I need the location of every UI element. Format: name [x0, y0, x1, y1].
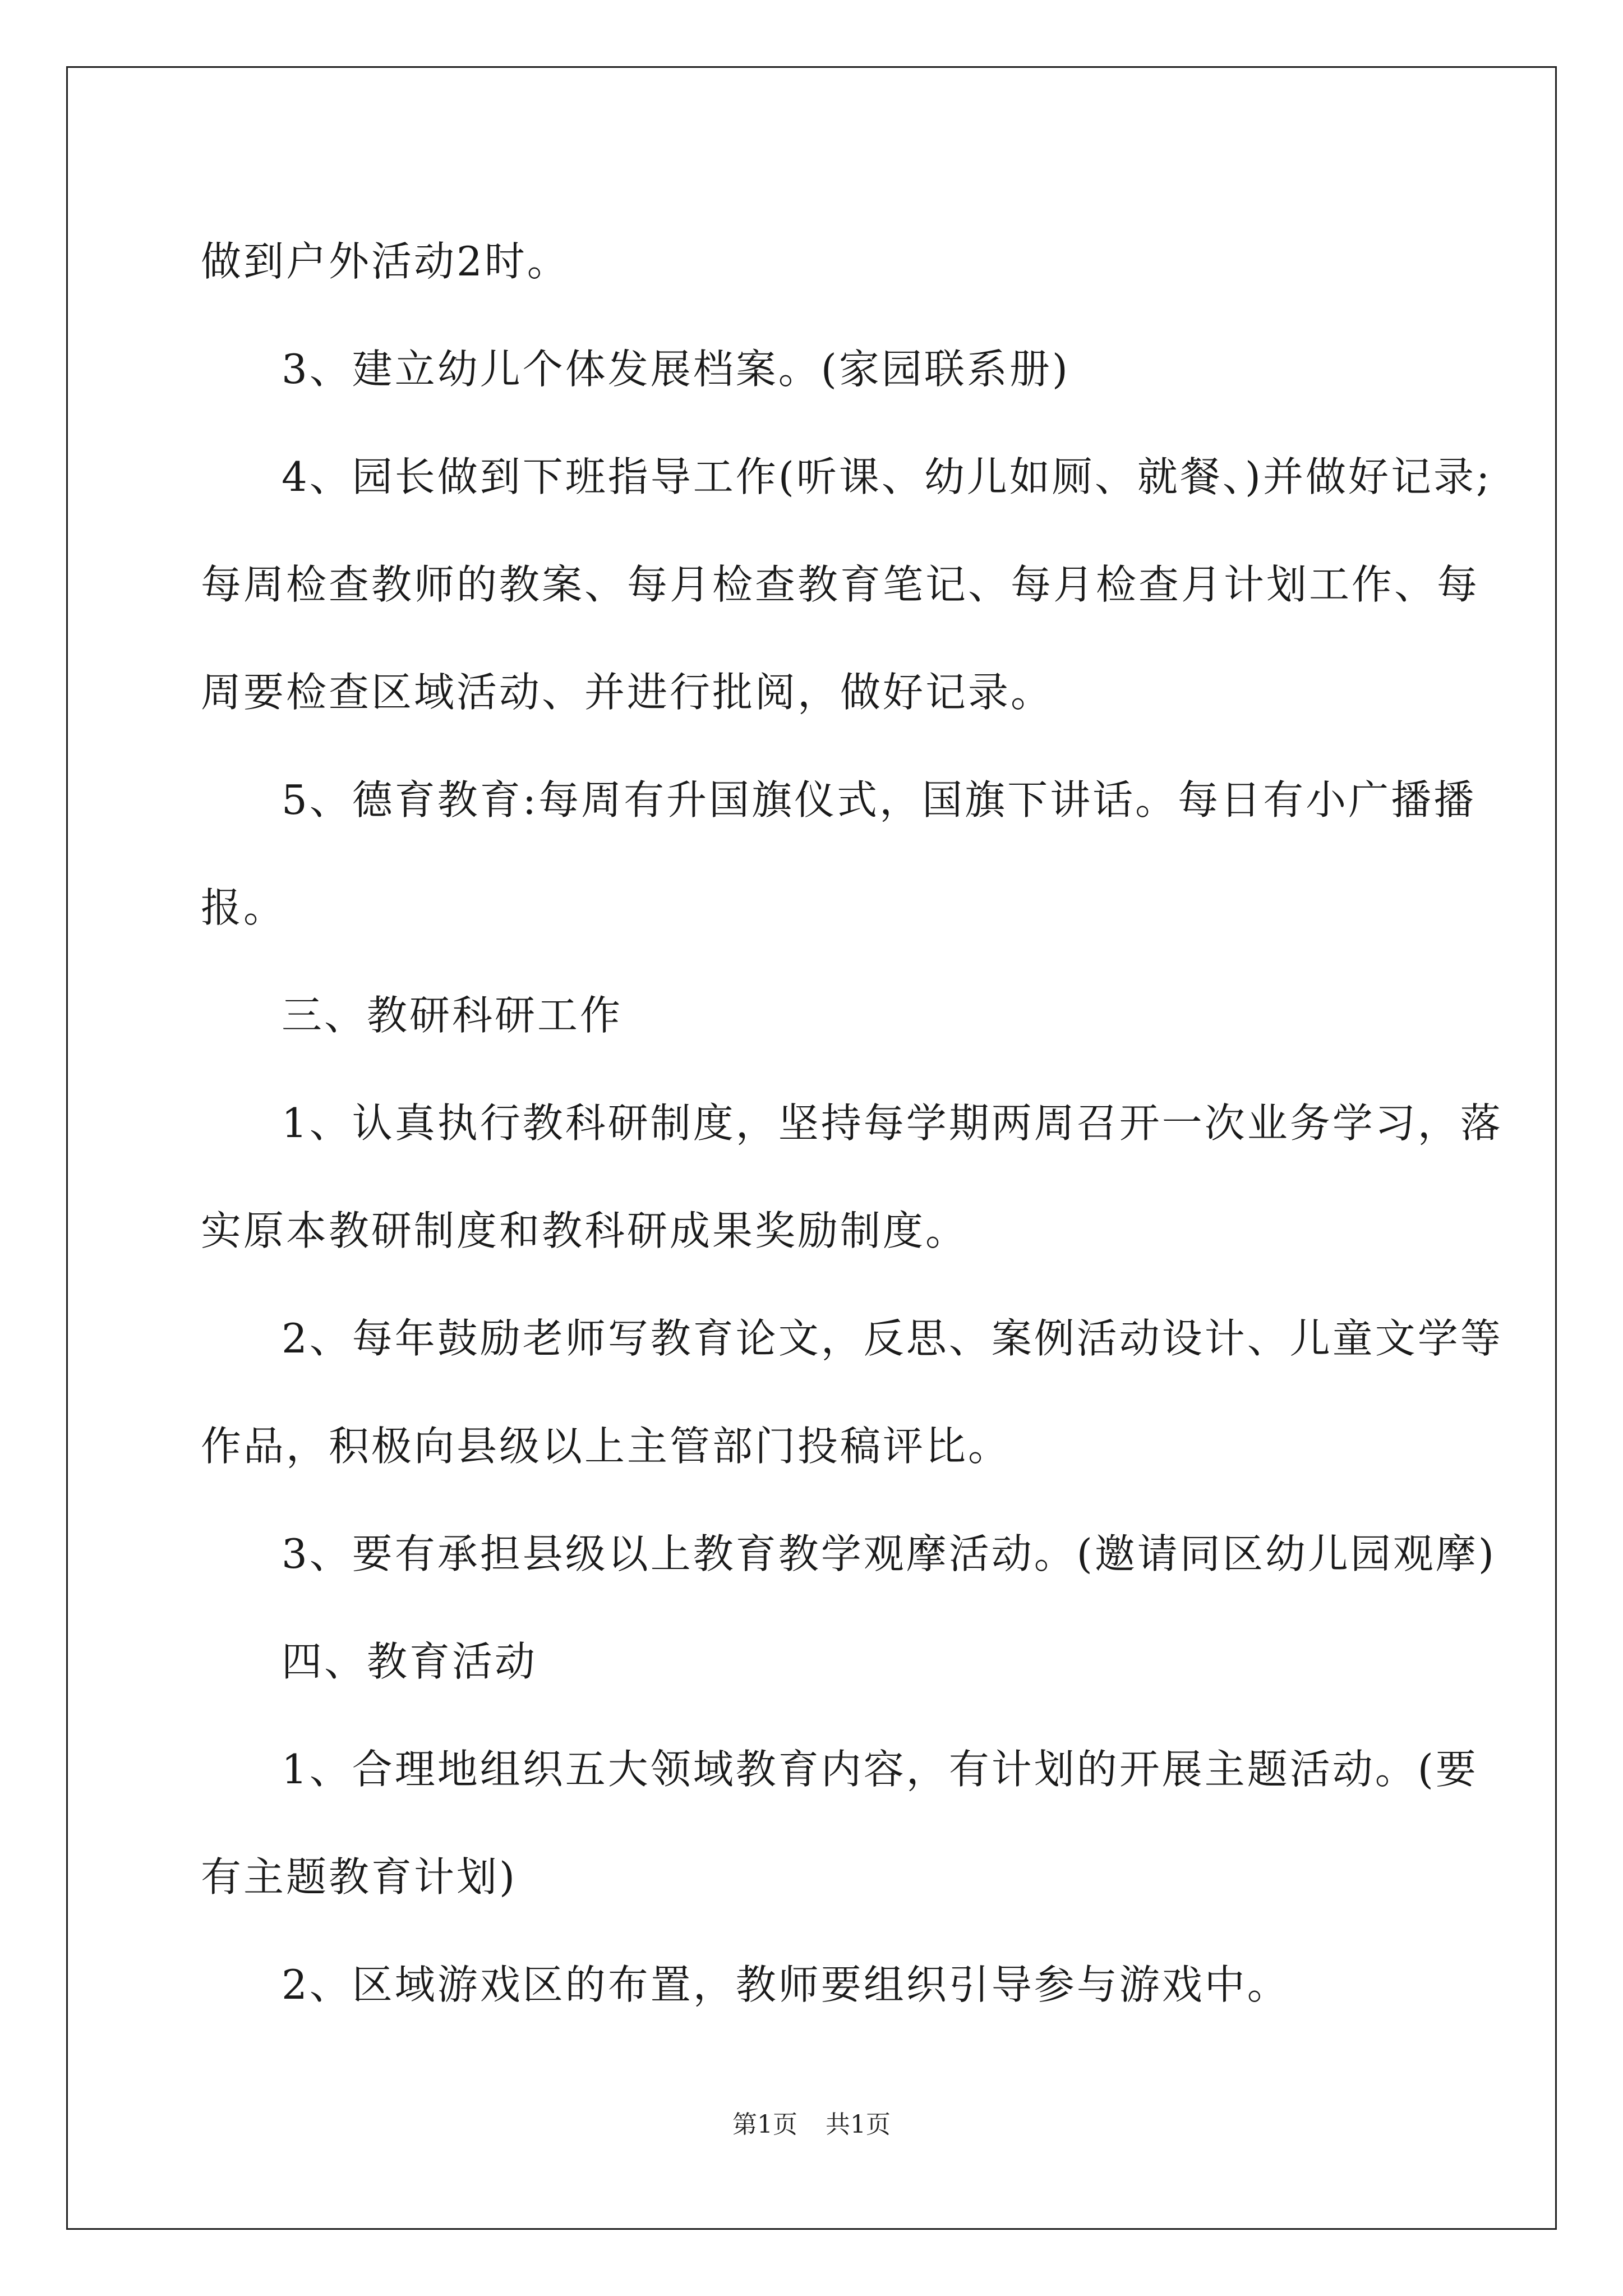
paragraph: 2、区域游戏区的布置，教师要组织引导参与游戏中。: [282, 1961, 1290, 2008]
paragraph: 5、德育教育:每周有升国旗仪式，国旗下讲话。每日有小广播播: [282, 776, 1477, 823]
paragraph: 1、合理地组织五大领域教育内容，有计划的开展主题活动。(要: [282, 1746, 1478, 1793]
page-number: 第1页: [732, 2110, 797, 2139]
paragraph: 1、认真执行教科研制度，坚持每学期两周召开一次业务学习，落: [282, 1099, 1503, 1147]
section-heading: 三、教研科研工作: [282, 992, 623, 1039]
paragraph: 实原本教研制度和教科研成果奖励制度。: [201, 1207, 969, 1254]
paragraph: 报。: [201, 884, 287, 931]
paragraph: 做到户外活动2时。: [201, 238, 570, 285]
document-body: [201, 208, 1503, 2039]
paragraph: 有主题教育计划): [201, 1853, 518, 1901]
paragraph: 周要检查区域活动、并进行批阅，做好记录。: [201, 669, 1054, 716]
section-heading: 四、教育活动: [282, 1638, 538, 1685]
paragraph: 3、要有承担县级以上教育教学观摩活动。(邀请同区幼儿园观摩): [282, 1530, 1496, 1577]
paragraph: 3、建立幼儿个体发展档案。(家园联系册): [282, 346, 1070, 393]
page-footer: [0, 2108, 1623, 2142]
paragraph: 每周检查教师的教案、每月检查教育笔记、每月检查月计划工作、每: [201, 561, 1480, 608]
paragraph: 4、园长做到下班指导工作(听课、幼儿如厕、就餐、)并做好记录;: [282, 453, 1492, 500]
paragraph: 作品，积极向县级以上主管部门投稿评比。: [201, 1423, 1011, 1470]
paragraph: 2、每年鼓励老师写教育论文，反思、案例活动设计、儿童文学等: [282, 1315, 1503, 1362]
page-total: 共1页: [826, 2110, 891, 2139]
